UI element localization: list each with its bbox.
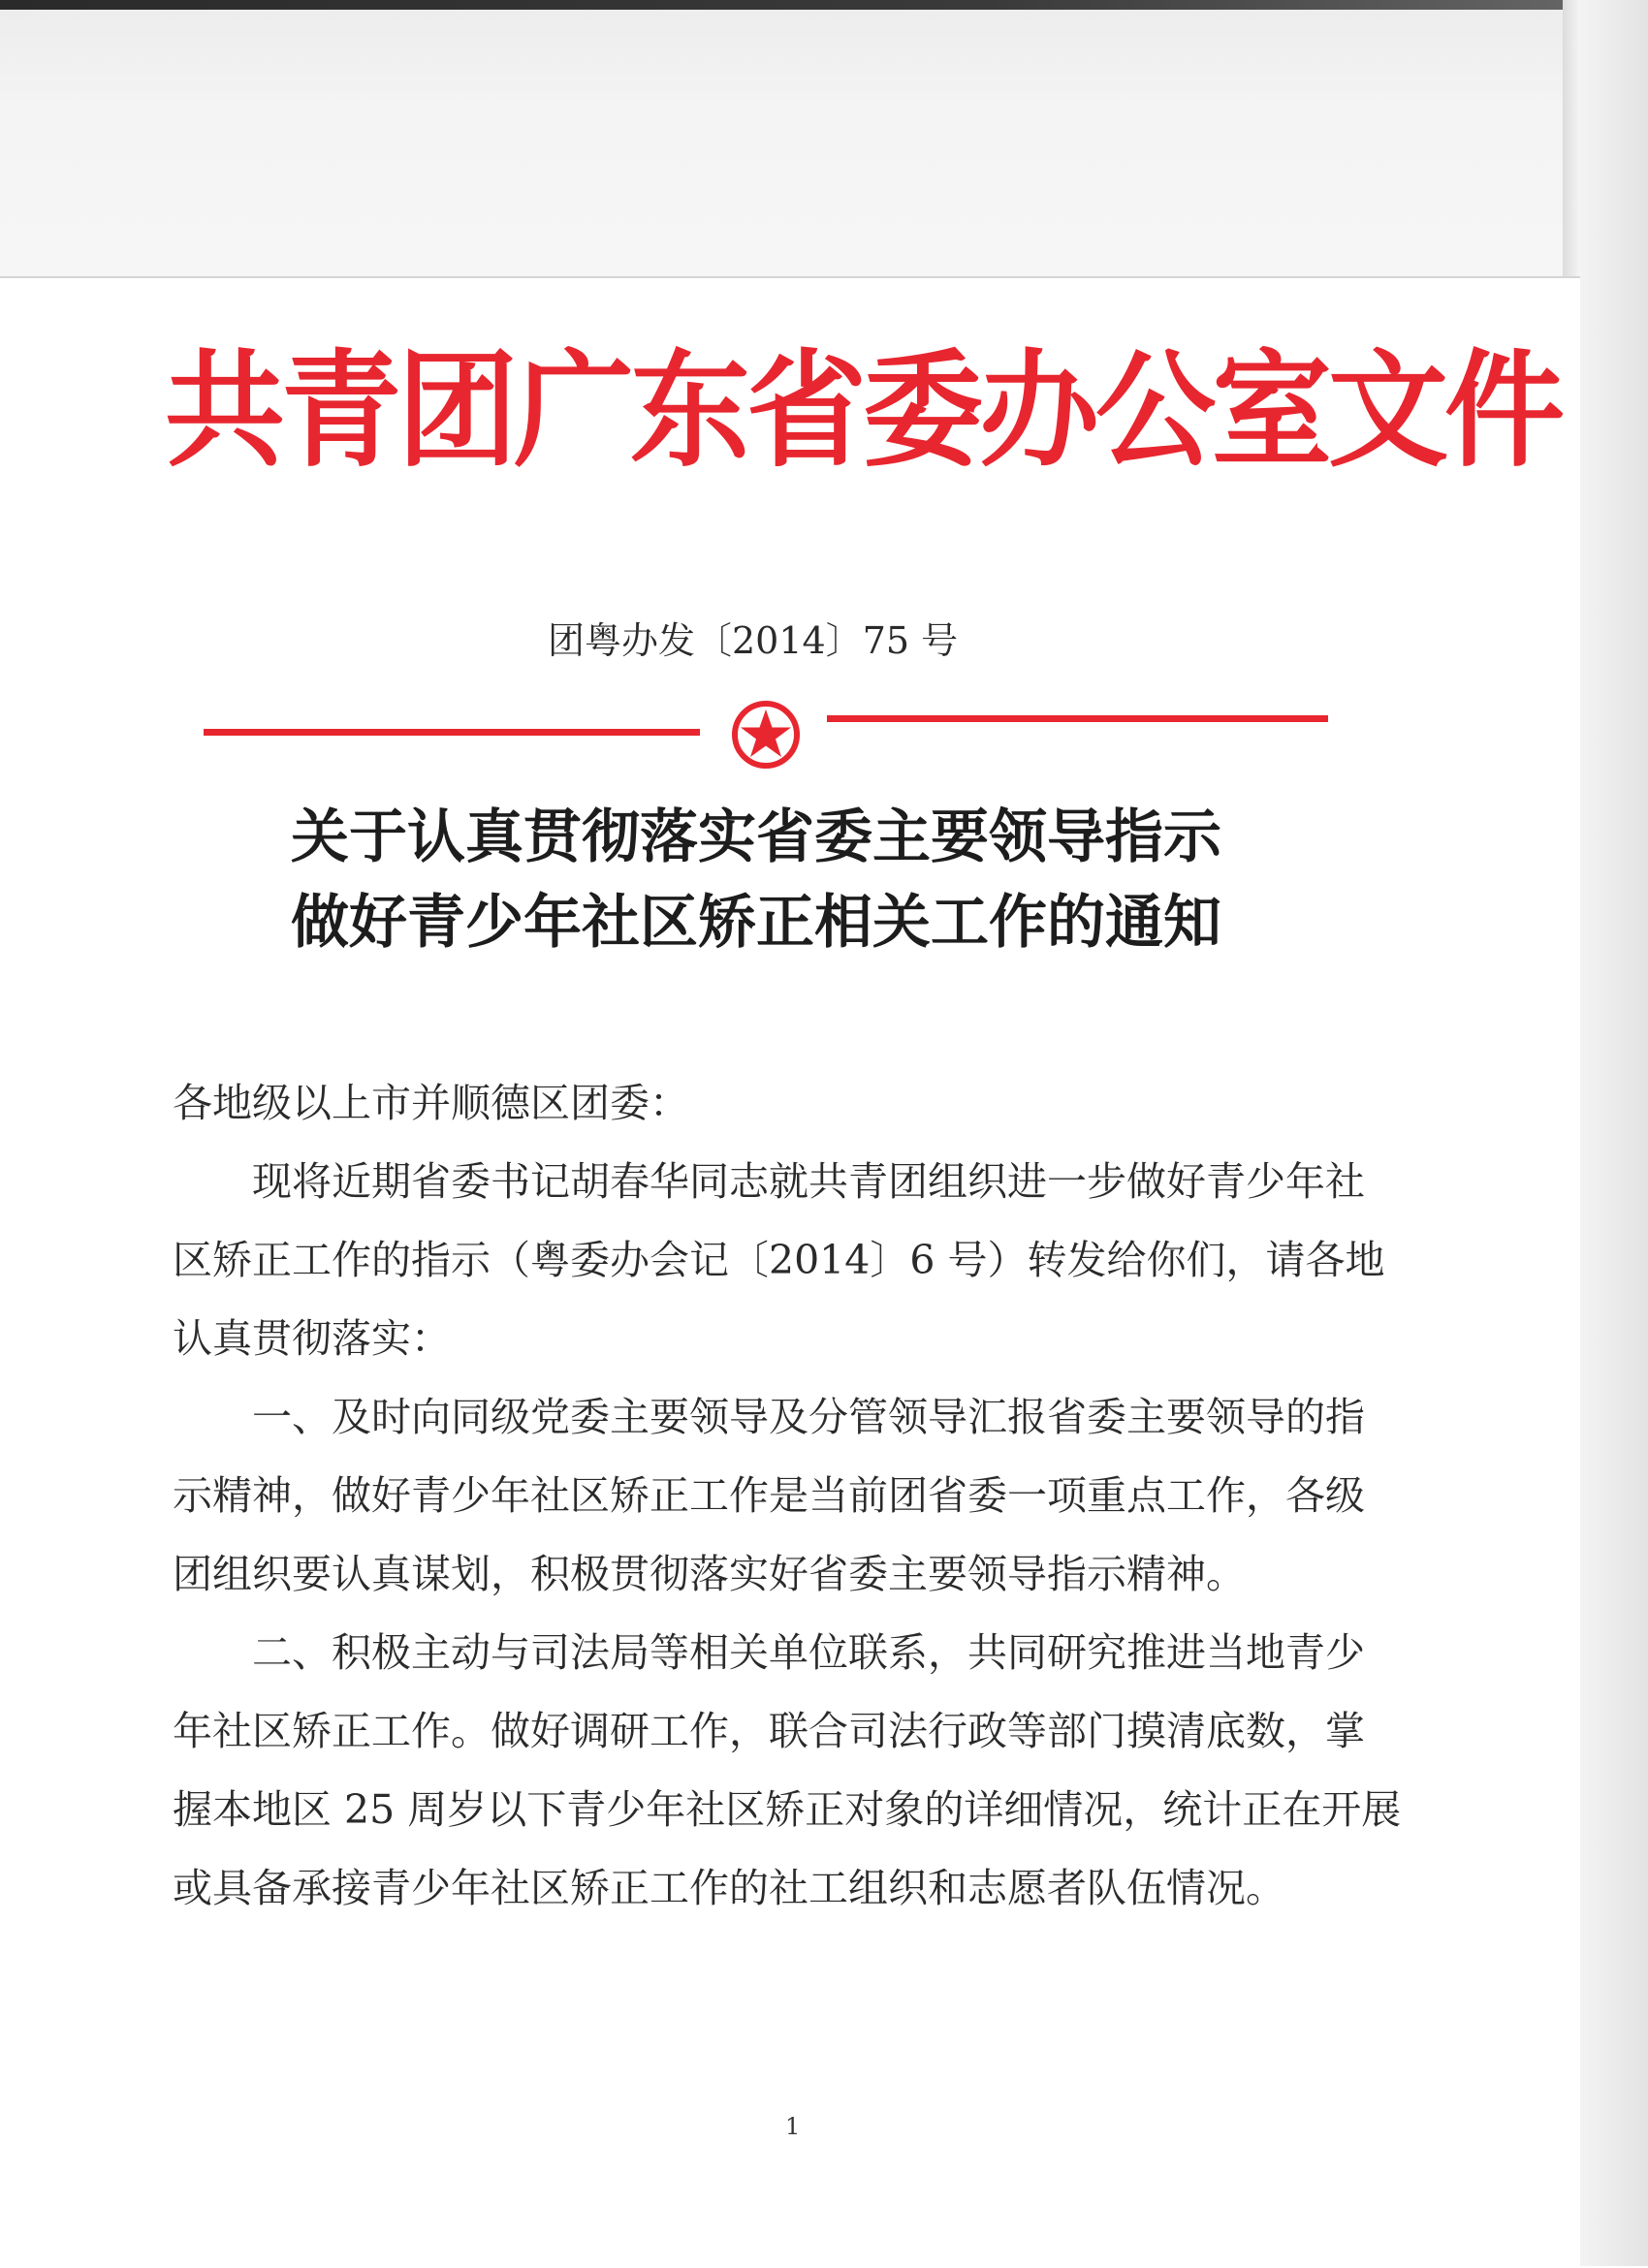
page-number: 1 bbox=[785, 2113, 801, 2140]
divider-line-right bbox=[827, 715, 1328, 722]
body-paragraph: 一、及时向同级党委主要领导及分管领导汇报省委主要领导的指示精神，做好青少年社区矫正工作是当前团省委一项重点工作，各级团组织要认真谋划，积极贯彻落实好省委主要领导指示精神。 bbox=[173, 1394, 1365, 1597]
salutation: 各地级以上市并顺德区团委： bbox=[173, 1080, 689, 1126]
agency-header: 共青团广东省委办公室文件 bbox=[165, 337, 1562, 486]
document-number: 团粤办发〔2014〕75 号 bbox=[548, 619, 959, 662]
red-star-icon bbox=[730, 699, 802, 771]
scan-overlap-strip bbox=[0, 0, 1563, 276]
scan-right-margin bbox=[1580, 0, 1648, 2266]
document-title bbox=[291, 795, 1357, 965]
body-paragraph: 现将近期省委书记胡春华同志就共青团组织进一步做好青少年社区矫正工作的指示（粤委办会记〔2014〕6 号）转发给你们，请各地认真贯彻落实： bbox=[173, 1158, 1385, 1362]
scan-fold-shadow bbox=[1563, 0, 1580, 276]
title-line-1: 关于认真贯彻落实省委主要领导指示 bbox=[291, 803, 1221, 871]
title-line-2: 做好青少年社区矫正相关工作的通知 bbox=[291, 889, 1221, 957]
scan-top-border bbox=[0, 0, 1648, 10]
divider-line-left bbox=[204, 729, 700, 736]
body-paragraph: 二、积极主动与司法局等相关单位联系，共同研究推进当地青少年社区矫正工作。做好调研工作，联合司法行政等部门摸清底数，掌握本地区 25 周岁以下青少年社区矫正对象的详细情况，统计正在开展或具备承接青少年社区矫正工作的社工组织和志愿者队伍情况。 bbox=[173, 1629, 1402, 1911]
document-body bbox=[173, 1064, 1404, 1928]
